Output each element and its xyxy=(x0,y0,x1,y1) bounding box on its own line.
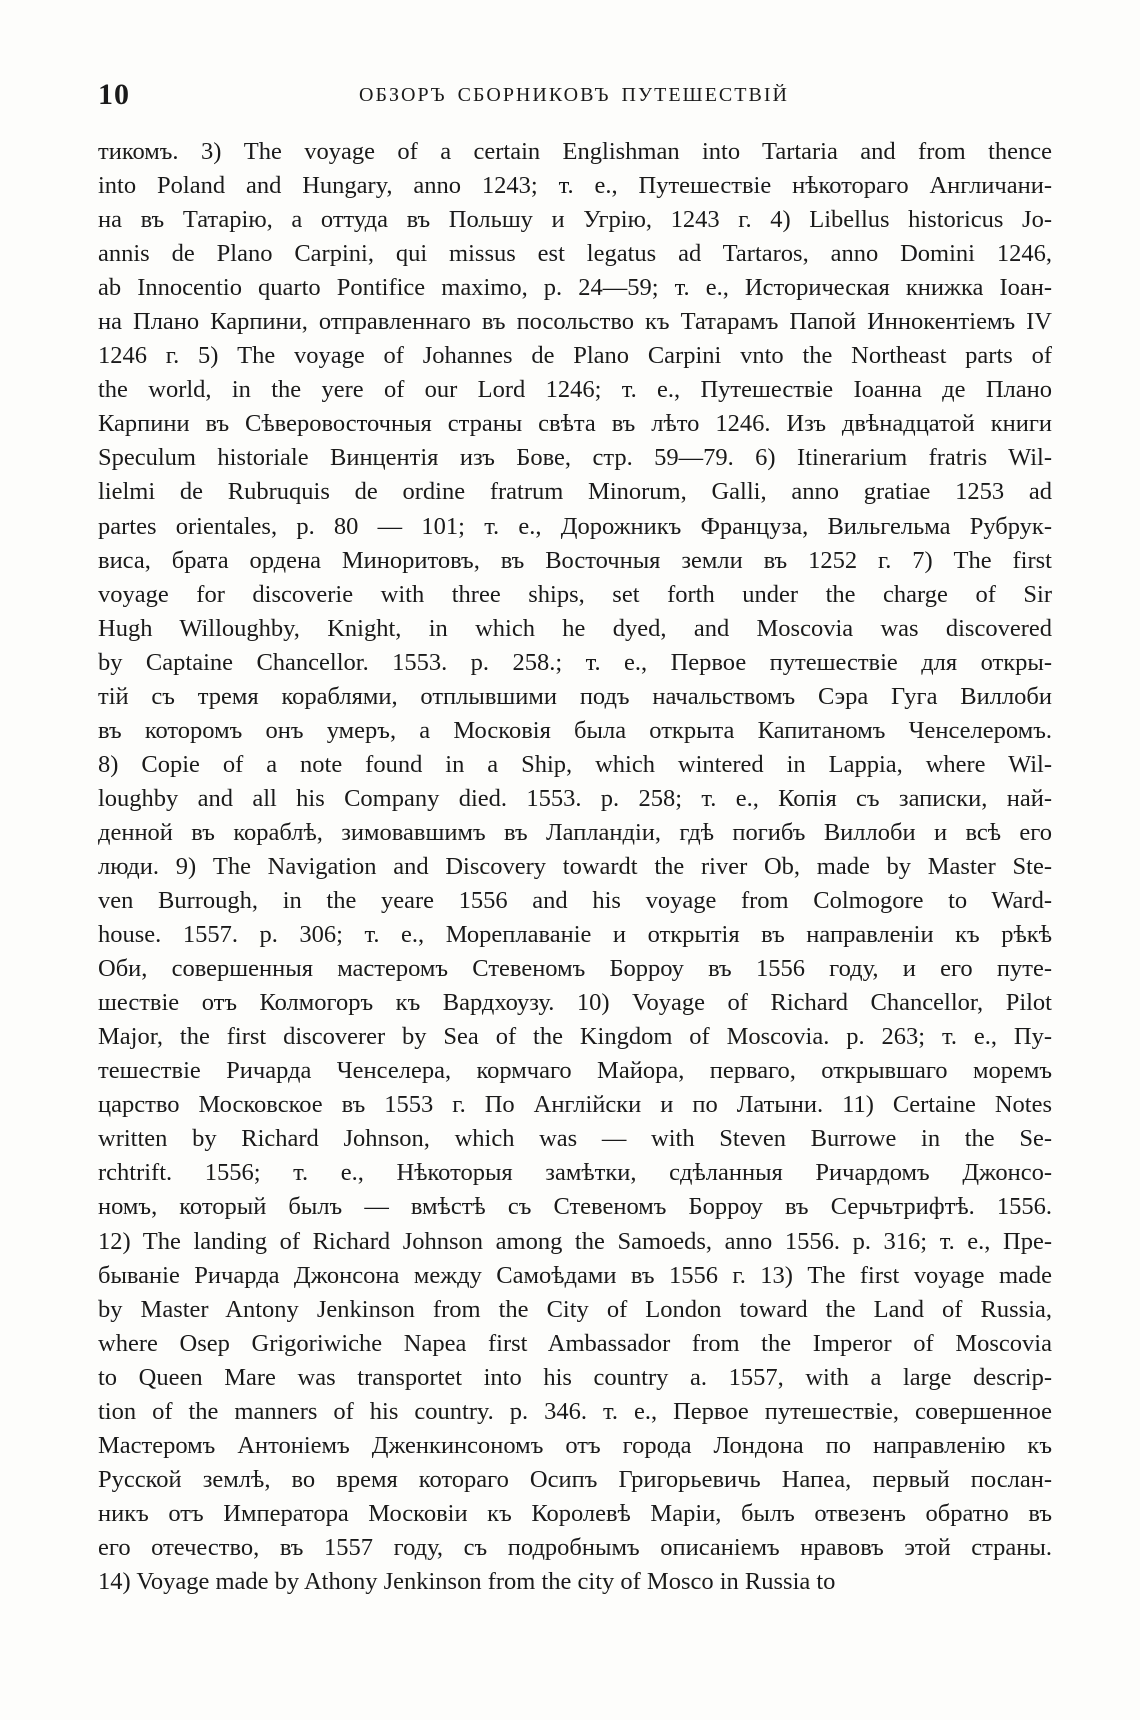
text-line: the world, in the yere of our Lord 1246; т. е., Путешествіе Іоанна де Плано xyxy=(98,376,1052,404)
text-line: Русской землѣ, во время котораго Осипъ Григорьевичь Напеа, первый послан- xyxy=(98,1465,1052,1493)
text-line: люди. 9) The Navigation and Discovery towardt the river Ob, made by Master Ste- xyxy=(98,852,1052,880)
text-line: rchtrift. 1556; т. е., Нѣкоторыя замѣтки, сдѣланныя Ричардомъ Джонсо- xyxy=(98,1159,1052,1187)
text-line: Мастеромъ Антоніемъ Дженкинсономъ отъ города Лондона по направленію къ xyxy=(98,1431,1052,1459)
text-line: Hugh Willoughby, Knight, in which he dyed, and Moscovia was discovered xyxy=(98,614,1052,642)
text-line: царство Московское въ 1553 г. По Англійски и по Латыни. 11) Certaine Notes xyxy=(98,1091,1052,1119)
page-header xyxy=(98,78,1050,114)
text-line: шествіе отъ Колмогоръ къ Вардхоузу. 10) Voyage of Richard Chancellor, Pilot xyxy=(98,989,1052,1017)
text-line: номъ, который былъ — вмѣстѣ съ Стевеномъ Борроу въ Серчьтрифтѣ. 1556. xyxy=(98,1193,1052,1221)
text-line: annis de Plano Carpini, qui missus est legatus ad Tartaros, anno Domini 1246, xyxy=(98,240,1052,268)
text-line: to Queen Mare was transportet into his country a. 1557, with a large descrip- xyxy=(98,1363,1052,1391)
text-line: voyage for discoverie with three ships, set forth under the charge of Sir xyxy=(98,580,1052,608)
text-line: Карпини въ Сѣверовосточныя страны свѣта въ лѣто 1246. Изъ двѣнадцатой книги xyxy=(98,410,1052,438)
text-line: тикомъ. 3) The voyage of a certain Englishman into Tartaria and from thence xyxy=(98,138,1052,165)
text-line: на Плано Карпини, отправленнаго въ посольство къ Татарамъ Папой Иннокентіемъ IV xyxy=(98,308,1052,336)
text-line: by Captaine Chancellor. 1553. p. 258.; т. е., Первое путешествіе для откры- xyxy=(98,648,1052,676)
text-line: ab Innocentio quarto Pontifice maximo, p. 24—59; т. е., Историческая книжка Іоан- xyxy=(98,274,1052,302)
text-line: written by Richard Johnson, which was — with Steven Burrowe in the Se- xyxy=(98,1125,1052,1153)
text-line: тій съ тремя кораблями, отплывшими подъ начальствомъ Сэра Гуга Виллоби xyxy=(98,682,1052,710)
text-line: никъ отъ Императора Московіи къ Королевѣ Маріи, былъ отвезенъ обратно въ xyxy=(98,1499,1052,1527)
text-line: ven Burrough, in the yeare 1556 and his voyage from Colmogore to Ward- xyxy=(98,887,1052,915)
text-line: 1246 г. 5) The voyage of Johannes de Plano Carpini vnto the Northeast parts of xyxy=(98,342,1052,370)
text-line: денной въ кораблѣ, зимовавшимъ въ Лапландіи, гдѣ погибъ Виллоби и всѣ его xyxy=(98,818,1052,846)
text-line: where Osep Grigoriwiche Napea first Ambassador from the Imperor of Moscovia xyxy=(98,1329,1052,1357)
text-line: 12) The landing of Richard Johnson among the Samoeds, anno 1556. p. 316; т. е., Пре- xyxy=(98,1227,1052,1255)
text-line: tion of the manners of his country. p. 346. т. е., Первое путешествіе, совершенное xyxy=(98,1397,1052,1425)
text-line: въ которомъ онъ умеръ, а Московія была открыта Капитаномъ Ченселеромъ. xyxy=(98,716,1052,744)
text-line: на въ Татарію, а оттуда въ Польшу и Угрію, 1243 г. 4) Libellus historicus Jo- xyxy=(98,206,1052,234)
text-line: Оби, совершенныя мастеромъ Стевеномъ Борроу въ 1556 году, и его путе- xyxy=(98,955,1052,983)
text-line: house. 1557. p. 306; т. е., Мореплаваніе и открытія въ направленіи къ рѣкѣ xyxy=(98,921,1052,949)
text-line: Speculum historiale Винцентія изъ Бове, стр. 59—79. 6) Itinerarium fratris Wil- xyxy=(98,444,1052,472)
text-line: 8) Copie of a note found in a Ship, which wintered in Lappia, where Wil- xyxy=(98,750,1052,778)
text-line: бываніе Ричарда Джонсона между Самоѣдами въ 1556 г. 13) The first voyage made xyxy=(98,1261,1052,1289)
text-line: Major, the first discoverer by Sea of the Kingdom of Moscovia. p. 263; т. е., Пу- xyxy=(98,1023,1052,1051)
page-number: 10 xyxy=(98,78,130,111)
text-line: виса, брата ордена Миноритовъ, въ Восточныя земли въ 1252 г. 7) The first xyxy=(98,546,1052,574)
text-line: 14) Voyage made by Athony Jenkinson from the city of Mosco in Russia to xyxy=(98,1567,836,1595)
text-line: loughby and all his Company died. 1553. p. 258; т. е., Копія съ записки, най- xyxy=(98,784,1052,812)
text-line: partes orientales, p. 80 — 101; т. е., Дорожникъ Француза, Вильгельма Рубрук- xyxy=(98,512,1052,540)
text-line: lielmi de Rubruquis de ordine fratrum Minorum, Galli, anno gratiae 1253 ad xyxy=(98,478,1052,506)
running-title: ОБЗОРЪ СБОРНИКОВЪ ПУТЕШЕСТВІЙ xyxy=(359,84,789,106)
text-line: into Poland and Hungary, anno 1243; т. е., Путешествіе нѣкотораго Англичани- xyxy=(98,172,1052,200)
text-line: тешествіе Ричарда Ченселера, кормчаго Майора, перваго, открывшаго моремъ xyxy=(98,1057,1052,1085)
text-line: by Master Antony Jenkinson from the City of London toward the Land of Russia, xyxy=(98,1295,1052,1323)
body-text xyxy=(98,135,1052,1599)
text-line: его отечество, въ 1557 году, съ подробнымъ описаніемъ нравовъ этой страны. xyxy=(98,1533,1052,1561)
